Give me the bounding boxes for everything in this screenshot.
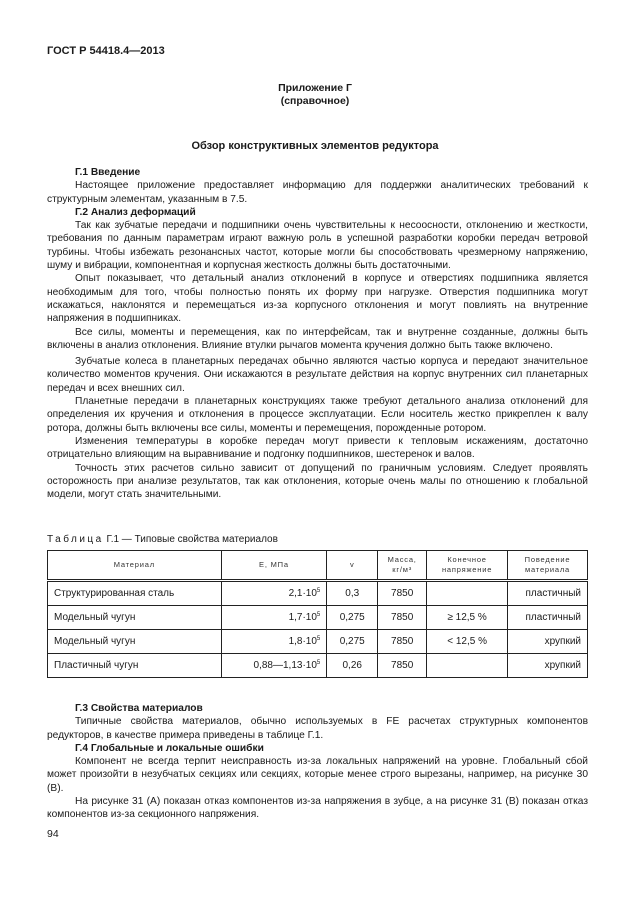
paragraph: Так как зубчатые передачи и подшипники очень чувствительны к несоосности, отклонению и жесткости, требования по данным параметрам играют важную роль в успешной разработки коробки передач ветровой турбины. Чтобы избежать резонансных частот, которые могли бы способствовать чрезмерному напряжению, шуму и вибрации, компонентная и корпусная жесткость должны быть достаточными.: [47, 220, 588, 272]
table-row: [48, 581, 588, 606]
paragraph: Компонент не всегда терпит неисправность из-за локальных напряжений на уровне. Глобальный сбой может произойти в незубчатых секциях или секциях, которые менее строго вырезаны, например, на рисунке 30 (В).: [47, 756, 588, 794]
cell-mass: 7850: [378, 654, 427, 678]
cell-material: Модельный чугун: [48, 630, 222, 654]
document-title: Обзор конструктивных элементов редуктора: [191, 140, 439, 152]
cell-behavior: пластичный: [508, 606, 588, 630]
sections-intro: [47, 166, 588, 501]
paragraph: Опыт показывает, что детальный анализ отклонений в корпусе и отверстиях подшипника является необходимым для того, чтобы полностью понять их форму при нагрузке. Отверстия подшипника могут искажаться, наклонятся и перемещаться из-за корпусного отклонения и могут повлиять на внутренние напряжения в подшипниках.: [47, 273, 588, 325]
cell-material: Пластичный чугун: [48, 654, 222, 678]
modulus-base: 1,7·10: [288, 612, 317, 623]
table-caption: [47, 534, 278, 545]
cell-modulus: [221, 654, 327, 678]
cell-poisson: 0,275: [327, 630, 378, 654]
page-number: 94: [47, 828, 59, 840]
paragraph: Изменения температуры в коробке передач могут привести к тепловым искажениям, достаточно отрицательно влияющим на выравнивание и подгонку подшипников, шестеренок и валов.: [47, 435, 588, 461]
paragraph: Точность этих расчетов сильно зависит от допущений по граничным условиям. Следует проявлять осторожность при анализе результатов, так как отклонения, которые очень малы по отношению к глобальной модели, могут стать значительными.: [47, 462, 588, 501]
document-header: ГОСТ Р 54418.4—2013: [47, 45, 165, 57]
modulus-base: 2,1·10: [288, 588, 317, 599]
cell-material: Модельный чугун: [48, 606, 222, 630]
materials-table: [47, 550, 588, 678]
cell-mass: 7850: [378, 630, 427, 654]
cell-mass: 7850: [378, 606, 427, 630]
column-header: v: [327, 551, 378, 581]
cell-stress: ≥ 12,5 %: [427, 606, 508, 630]
cell-behavior: пластичный: [508, 581, 588, 606]
table-header-row: [48, 551, 588, 581]
table-row: [48, 606, 588, 630]
paragraph: Типичные свойства материалов, обычно используемых в FE расчетах структурных компонентов редукторов, в качестве примера приведены в таблице Г.1.: [47, 716, 588, 741]
cell-modulus: [221, 630, 327, 654]
section-heading: Г.4 Глобальные и локальные ошибки: [75, 742, 264, 754]
cell-stress: [427, 654, 508, 678]
modulus-exponent: 5: [316, 636, 321, 642]
column-header: Масса, кг/м³: [378, 551, 427, 581]
cell-modulus: [221, 606, 327, 630]
table-row: [48, 630, 588, 654]
modulus-exponent: 5: [316, 660, 321, 666]
cell-behavior: хрупкий: [508, 654, 588, 678]
caption-prefix: Таблица: [47, 534, 104, 545]
cell-stress: < 12,5 %: [427, 630, 508, 654]
modulus-exponent: 5: [316, 612, 321, 618]
cell-poisson: 0,275: [327, 606, 378, 630]
column-header: E, МПа: [221, 551, 327, 581]
column-header: Конечное напряжение: [427, 551, 508, 581]
caption-text: Г.1 — Типовые свойства материалов: [103, 534, 278, 545]
paragraph: Зубчатые колеса в планетарных передачах обычно являются частью корпуса и передают значительное количество моментов кручения. Они искажаются в результате действия на корпус внутренних сил планетарных передач и всех внешних сил.: [47, 356, 588, 394]
section-heading: Г.2 Анализ деформаций: [75, 206, 196, 218]
appendix-title: Приложение Г: [278, 82, 352, 94]
modulus-base: 1,8·10: [288, 636, 317, 647]
cell-poisson: 0,26: [327, 654, 378, 678]
paragraph: Все силы, моменты и перемещения, как по интерфейсам, так и внутренне созданные, должны быть включены в анализ отклонения. Влияние втулки рычагов момента кручения должно быть также включено.: [47, 326, 588, 351]
paragraph: Настоящее приложение предоставляет информацию для поддержки аналитических требований к структурным элементам, указанным в 7.5.: [47, 180, 588, 205]
column-header: Поведение материала: [508, 551, 588, 581]
paragraph: Планетные передачи в планетарных конструкциях также требуют детального анализа отклонений для определения их кручения и отклонения в процессе эксплуатации. Если носитель жестко прикреплен к валу ротора, должны быть включены все силы, моменты и перемещения, порожденные ротором.: [47, 396, 588, 434]
cell-material: Структурированная сталь: [48, 581, 222, 606]
cell-stress: [427, 581, 508, 606]
cell-poisson: 0,3: [327, 581, 378, 606]
cell-mass: 7850: [378, 581, 427, 606]
appendix-subtitle: (справочное): [280, 95, 350, 107]
cell-behavior: хрупкий: [508, 630, 588, 654]
table-row: [48, 654, 588, 678]
section-heading: Г.3 Свойства материалов: [75, 703, 203, 714]
modulus-base: 0,88—1,13·10: [253, 660, 317, 671]
paragraph: На рисунке 31 (А) показан отказ компонентов из-за напряжения в зубце, а на рисунке 31 (В) показан отказ компонентов из-за секционного напряжения.: [47, 796, 588, 821]
section-heading: Г.1 Введение: [75, 167, 141, 178]
column-header: Материал: [48, 551, 222, 581]
modulus-exponent: 5: [316, 588, 321, 594]
cell-modulus: [221, 581, 327, 606]
sections-materials: [47, 702, 588, 822]
